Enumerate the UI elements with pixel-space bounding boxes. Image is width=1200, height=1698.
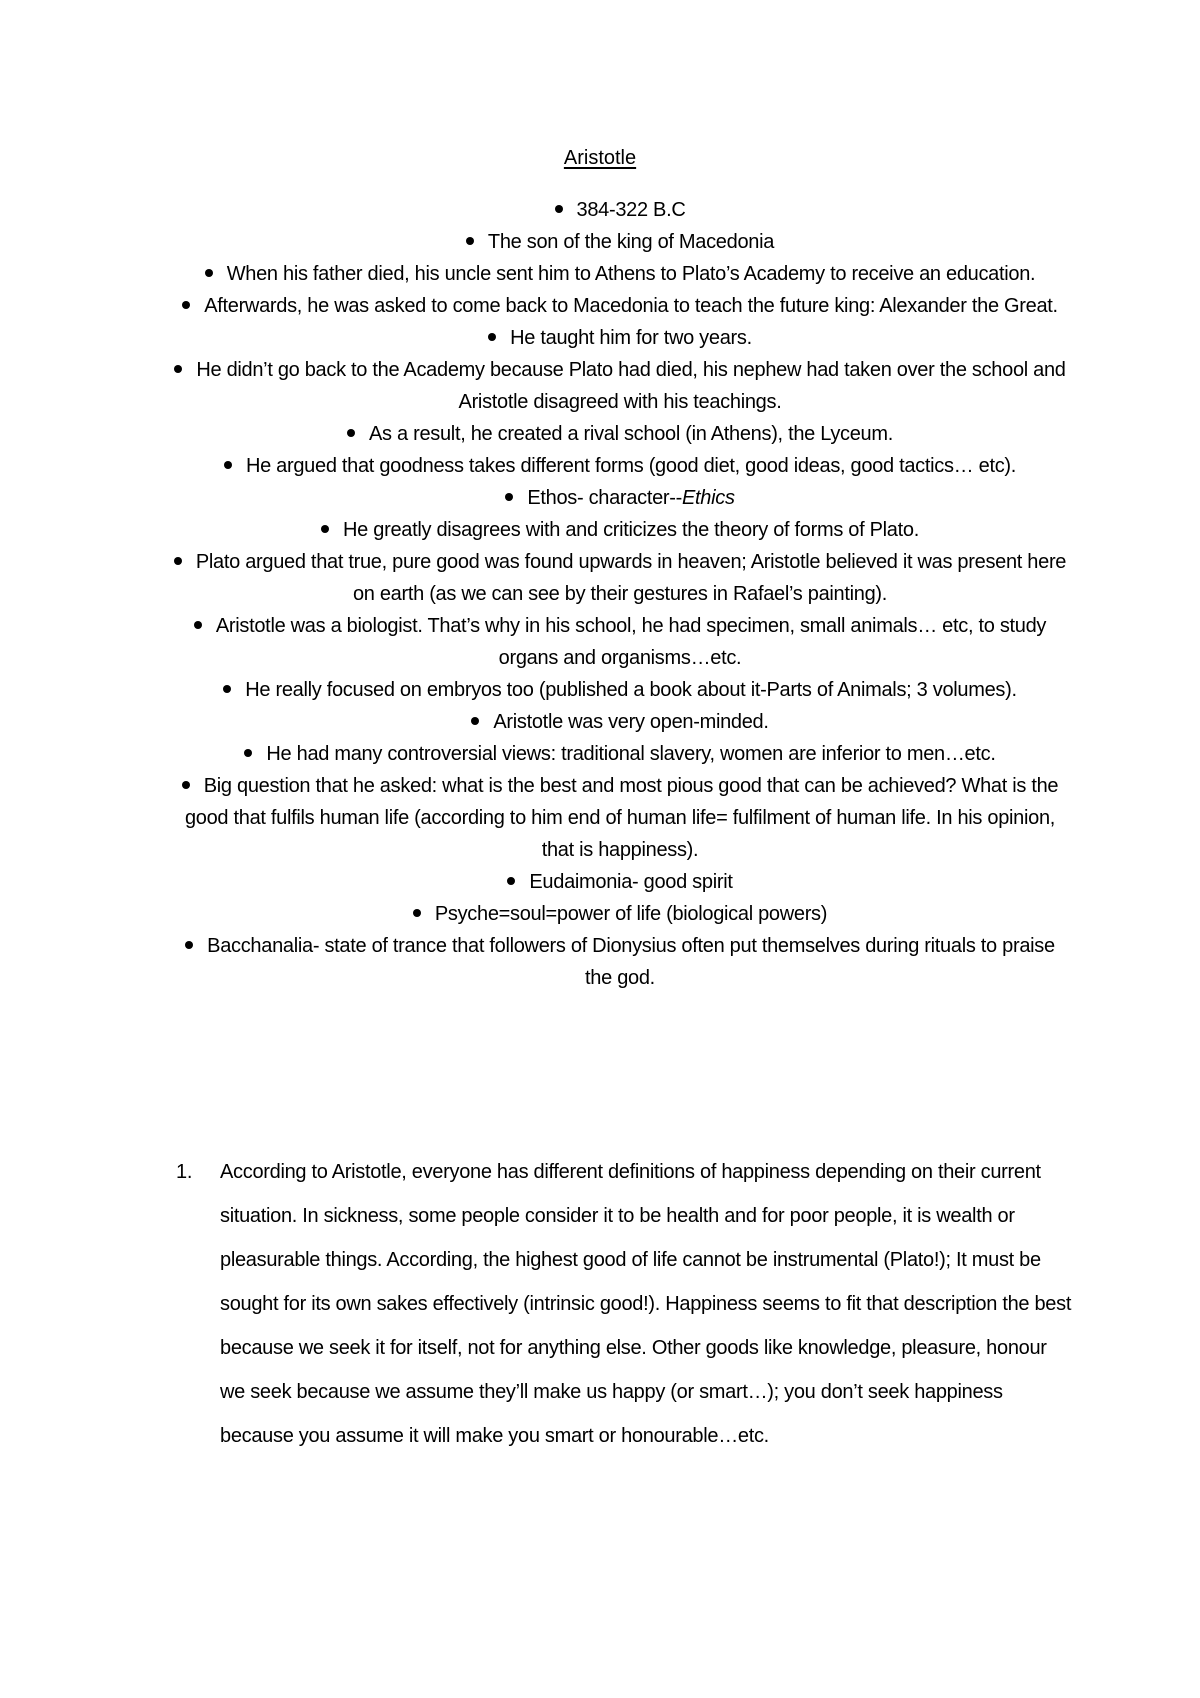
bullet-item (170, 354, 1070, 418)
bullet-icon (507, 877, 515, 885)
bullet-item (170, 866, 1070, 898)
bullet-icon (182, 781, 190, 789)
bullet-icon (471, 717, 479, 725)
bullet-icon (505, 493, 513, 501)
bullet-item (170, 898, 1070, 930)
bullet-icon (555, 205, 563, 213)
bullet-icon (347, 429, 355, 437)
numbered-item (176, 1150, 1076, 1458)
bullet-icon (466, 237, 474, 245)
bullet-text: He had many controversial views: traditional slavery, women are inferior to men…etc. (266, 743, 996, 765)
bullet-text: Psyche=soul=power of life (biological powers) (434, 903, 828, 925)
bullet-icon (194, 621, 202, 629)
bullet-item (170, 482, 1070, 514)
bullet-text: Bacchanalia- state of trance that followers of Dionysius often put themselves during rituals to praise the god. (207, 935, 1055, 989)
bullet-item (170, 514, 1070, 546)
bullet-item (170, 194, 1070, 226)
bullet-item (170, 322, 1070, 354)
bullet-text: Aristotle was a biologist. That’s why in his school, he had specimen, small animals… etc, to study organs and organisms…etc. (215, 615, 1047, 669)
bullet-text: Ethos- character-- (527, 487, 682, 509)
bullet-text: Eudaimonia- good spirit (529, 871, 733, 893)
bullet-text: Afterwards, he was asked to come back to Macedonia to teach the future king: Alexander the Great. (204, 295, 1058, 317)
bullet-item (170, 738, 1070, 770)
bullet-item (170, 226, 1070, 258)
bullet-emphasis: Ethics (681, 487, 735, 509)
bullet-text: He really focused on embryos too (published a book about it-Parts of Animals; 3 volumes). (245, 679, 1017, 701)
bullet-text: He didn’t go back to the Academy because Plato had died, his nephew had taken over the school and Aristotle disagreed with his teachings. (196, 359, 1066, 413)
bullet-item (170, 258, 1070, 290)
bullet-item (170, 418, 1070, 450)
bullet-text: As a result, he created a rival school (in Athens), the Lyceum. (369, 423, 893, 445)
bullet-text: He greatly disagrees with and criticizes the theory of forms of Plato. (343, 519, 919, 541)
bullet-icon (174, 557, 182, 565)
list-number: 1. (176, 1161, 193, 1183)
bullet-icon (185, 941, 193, 949)
bullet-text: Big question that he asked: what is the best and most pious good that can be achieved? What is the good that fulfils human life (according to him end of human life= fulfilment of human life. In his opinion, that is happiness). (184, 775, 1059, 861)
bullet-item (170, 610, 1070, 674)
bullet-text: The son of the king of Macedonia (487, 231, 775, 253)
bullet-text: Plato argued that true, pure good was found upwards in heaven; Aristotle believed it was present here on earth (as we can see by their gestures in Rafael’s painting). (195, 551, 1067, 605)
bullet-item (170, 290, 1070, 322)
bullet-text: He taught him for two years. (510, 327, 752, 349)
bullet-text: He argued that goodness takes different forms (good diet, good ideas, good tactics… etc). (245, 455, 1017, 477)
bullet-icon (224, 461, 232, 469)
bullet-text: Aristotle was very open-minded. (493, 711, 769, 733)
bullet-item (170, 770, 1070, 866)
bullet-icon (174, 365, 182, 373)
bullet-item (170, 674, 1070, 706)
bullet-item (170, 450, 1070, 482)
bullet-icon (244, 749, 252, 757)
bullet-icon (223, 685, 231, 693)
bullet-icon (488, 333, 496, 341)
bullet-text: 384-322 B.C (576, 199, 686, 221)
bullet-list (170, 194, 1070, 994)
paragraph-text: According to Aristotle, everyone has different definitions of happiness depending on their current situation. In sickness, some people consider it to be health and for poor people, it is wealth or pleasurable things. According, the highest good of life cannot be instrumental (Plato!); It must be sought for its own sakes effectively (intrinsic good!). Happiness seems to fit that description the best because we seek it for itself, not for anything else. Other goods like knowledge, pleasure, honour we seek because we assume they’ll make us happy (or smart…); you don’t seek happiness because you assume it will make you smart or honourable…etc. (220, 1161, 1072, 1447)
bullet-item (170, 930, 1070, 994)
bullet-item (170, 706, 1070, 738)
bullet-text: When his father died, his uncle sent him to Athens to Plato’s Academy to receive an education. (226, 263, 1036, 285)
bullet-icon (413, 909, 421, 917)
bullet-icon (205, 269, 213, 277)
document-title: Aristotle (563, 147, 637, 169)
bullet-icon (321, 525, 329, 533)
bullet-icon (182, 301, 190, 309)
bullet-item (170, 546, 1070, 610)
numbered-list (176, 1150, 1076, 1458)
